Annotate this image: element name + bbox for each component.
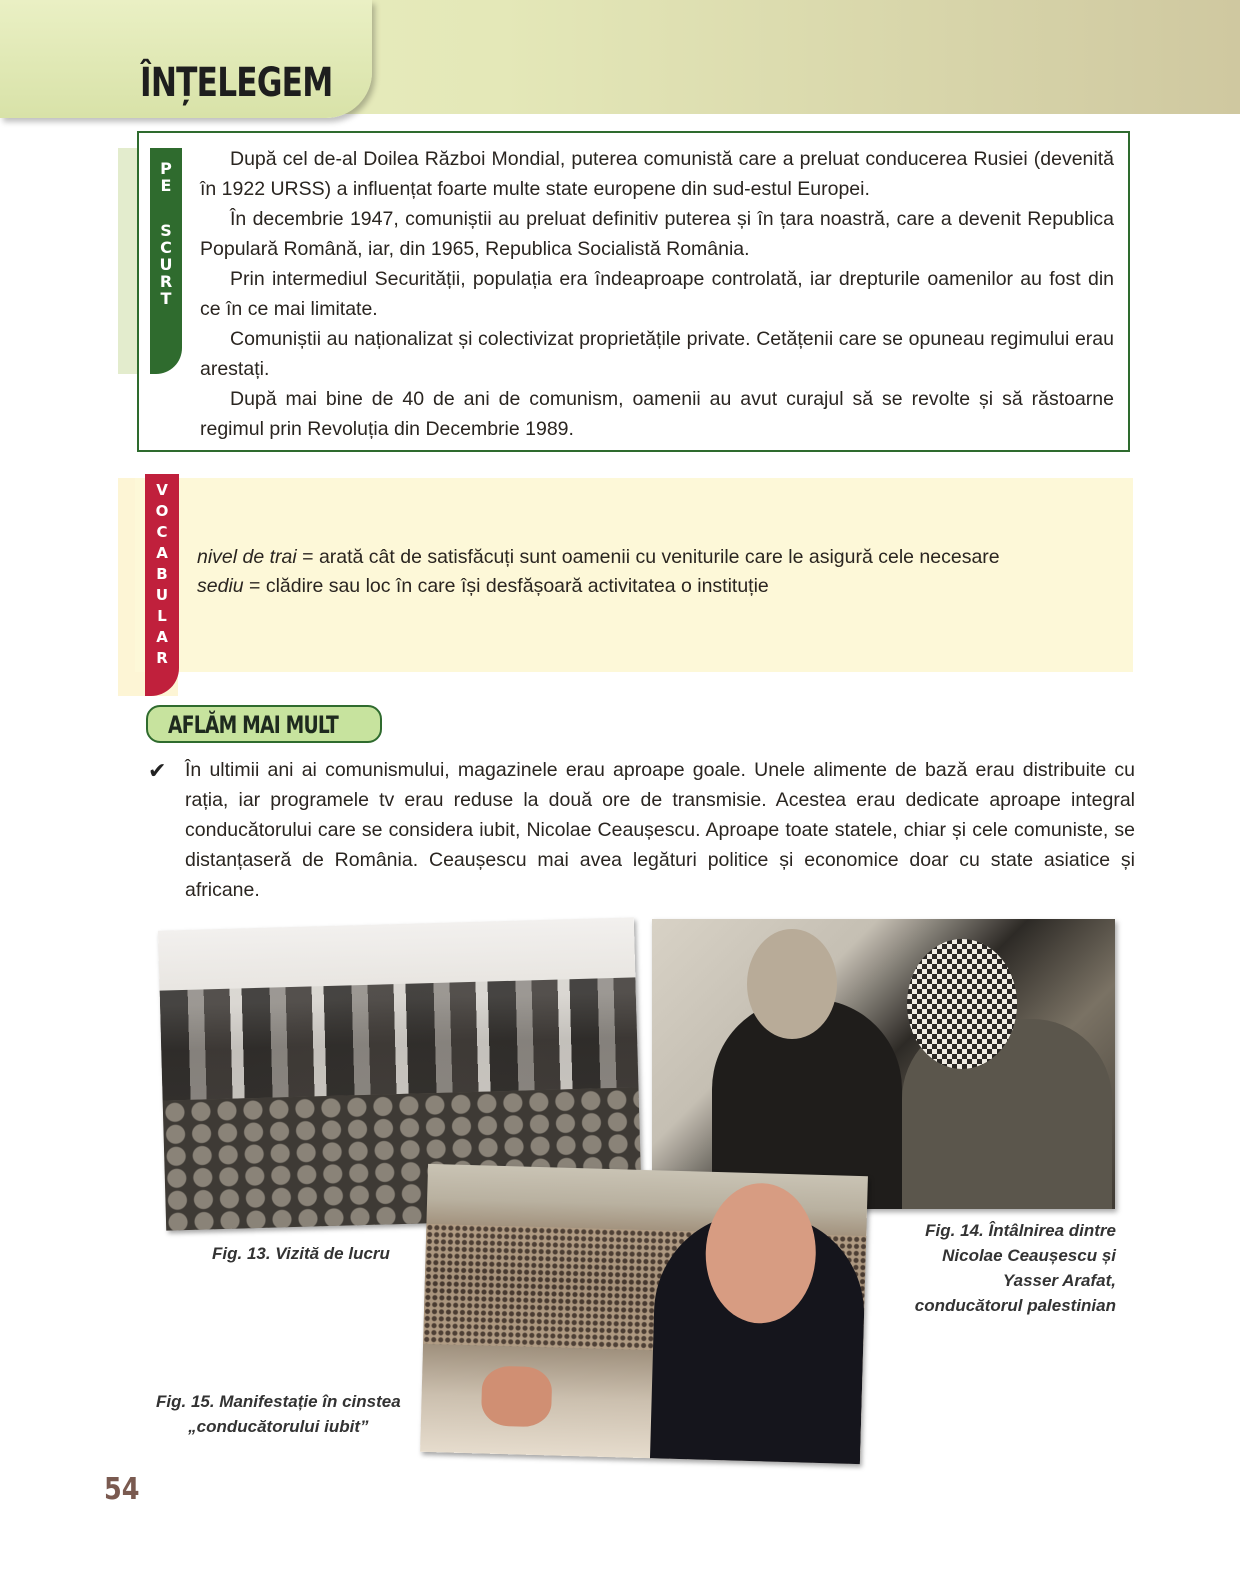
vocabulary-entry	[197, 543, 1127, 572]
photo-fist	[481, 1366, 553, 1428]
learn-more-text: În ultimii ani ai comunismului, magazinele erau aproape goale. Unele alimente de bază erau distribuite cu rația, iar programele tv erau reduse la două ore de transmisie. Acestea erau dedicate aproape integral conducătorului care se considera iubit, Nicolae Ceaușescu. Aproape toate statele, chiar și cele comuniste, se distanțaseră de România. Ceaușescu mai avea legături politice și economice doar cu state asiatice și africane.	[185, 759, 1135, 901]
tab-letter: C	[156, 523, 168, 541]
figure-14-caption	[915, 1218, 1116, 1318]
tab-letter: P	[160, 159, 172, 178]
page-title: ÎNȚELEGEM	[140, 60, 333, 106]
learn-more-heading	[146, 705, 382, 743]
summary-paragraph: După cel de-al Doilea Război Mondial, puterea comunistă care a preluat conducerea Rusiei (devenită în 1922 URSS) a influențat foarte multe state europene din sud-estul Europei.	[200, 148, 1114, 200]
vocabulary-term: sediu	[197, 575, 244, 597]
photo-keffiyeh	[907, 939, 1017, 1069]
caption-line: Fig. 14. Întâlnirea dintre	[925, 1221, 1116, 1240]
tab-letter: L	[157, 607, 167, 625]
vocabulary-tab-label	[152, 480, 172, 669]
figure-13-caption: Fig. 13. Vizită de lucru	[212, 1244, 390, 1263]
tab-letter: A	[156, 628, 168, 646]
page-number: 54	[104, 1472, 140, 1507]
figure-14-photo	[652, 919, 1115, 1209]
vocabulary-term: nivel de trai	[197, 546, 297, 568]
summary-paragraph: După mai bine de 40 de ani de comunism, oamenii au avut curajul să se revolte și să răstoarne regimul prin Revoluția din Decembrie 1989.	[200, 388, 1114, 440]
summary-tab-label	[156, 160, 176, 307]
caption-line: Yasser Arafat,	[1002, 1271, 1116, 1290]
tab-letter: R	[159, 272, 173, 291]
tab-letter: S	[160, 221, 172, 240]
vocabulary-definition: = clădire sau loc în care își desfășoară activitatea o instituție	[243, 575, 769, 597]
summary-paragraph: În decembrie 1947, comuniștii au preluat definitiv puterea și în țara noastră, care a devenit Republica Populară Română, iar, din 1965, Republica Socialistă România.	[200, 208, 1114, 260]
tab-letter: A	[156, 544, 168, 562]
learn-more-heading-label: AFLĂM MAI MULT	[168, 711, 338, 739]
tab-letter: R	[156, 649, 168, 667]
vocabulary-definition: = arată cât de satisfăcuți sunt oamenii cu veniturile care le asigură cele necesare	[296, 546, 1000, 568]
summary-paragraph: Comuniștii au naționalizat și colectivizat proprietățile private. Cetățenii care se opuneau regimului erau arestați.	[200, 328, 1114, 380]
tab-letter: V	[156, 481, 168, 499]
vocabulary-list	[197, 543, 1127, 601]
caption-line: „conducătorului iubit”	[188, 1417, 369, 1436]
tab-letter: U	[159, 255, 173, 274]
summary-text	[200, 144, 1114, 444]
tab-letter: U	[155, 586, 169, 604]
figure-15-photo	[420, 1164, 868, 1464]
caption-line: Nicolae Ceaușescu și	[942, 1246, 1116, 1265]
summary-paragraph: Prin intermediul Securității, populația era îndeaproape controlată, iar drepturile oamenilor au fost din ce în ce mai limitate.	[200, 268, 1114, 320]
tab-letter: O	[155, 502, 169, 520]
tab-letter: E	[160, 176, 172, 195]
checkmark-icon: ✔	[148, 758, 167, 783]
photo-people	[160, 977, 639, 1100]
figure-15-caption	[156, 1389, 401, 1439]
tab-letter: B	[156, 565, 168, 583]
tab-letter: C	[160, 238, 172, 257]
tab-letter: T	[160, 289, 172, 308]
photo-head-left	[747, 929, 837, 1039]
caption-line: conducătorul palestinian	[914, 1296, 1116, 1315]
caption-line: Fig. 15. Manifestație în cinstea	[156, 1392, 401, 1411]
vocabulary-entry	[197, 572, 1127, 601]
